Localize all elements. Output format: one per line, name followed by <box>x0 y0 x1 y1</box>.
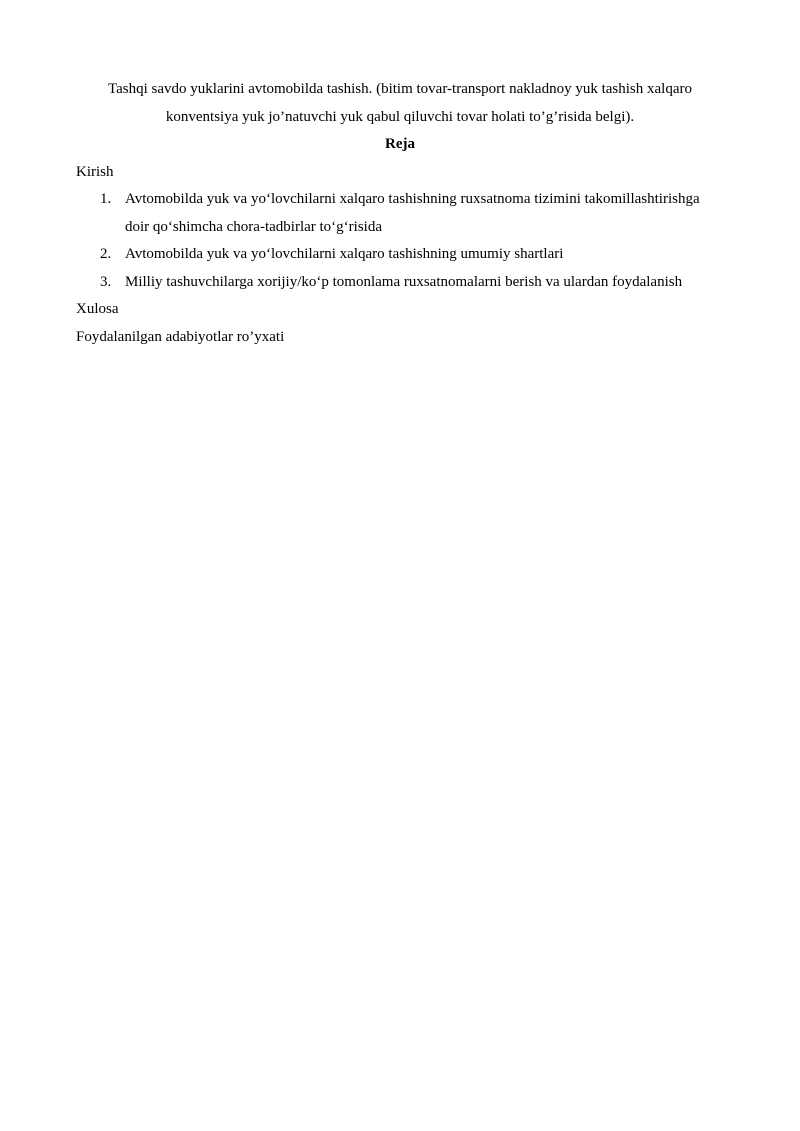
plan-list <box>76 186 724 296</box>
plan-item-number: 3. <box>100 273 112 290</box>
document-title-line-2: konventsiya yuk jo’natuvchi yuk qabul qiluvchi tovar holati to’g’risida belgi). <box>165 108 635 125</box>
plan-list-item <box>76 186 724 241</box>
plan-item-text: Milliy tashuvchilarga xorijiy/ko‘p tomonlama ruxsatnomalarni berish va ulardan foydalanish <box>125 273 683 290</box>
plan-item-number: 1. <box>100 191 112 207</box>
conclusion-item: Xulosa <box>76 301 119 317</box>
intro-item: Kirish <box>76 163 114 180</box>
document-title-line-1: Tashqi savdo yuklarini avtomobilda tashish. (bitim tovar-transport nakladnoy yuk tashish xalqaro <box>108 81 692 97</box>
plan-list-item <box>76 241 724 269</box>
document-body <box>76 76 724 351</box>
plan-item-number: 2. <box>100 246 112 262</box>
plan-heading: Reja <box>385 136 415 152</box>
plan-list-item <box>76 269 724 297</box>
plan-item-text: Avtomobilda yuk va yo‘lovchilarni xalqaro tashishning ruxsatnoma tizimini takomillashtirishga doir qo‘shimcha chora-tadbirlar to‘g‘risida <box>125 191 700 235</box>
plan-item-text: Avtomobilda yuk va yo‘lovchilarni xalqaro tashishning umumiy shartlari <box>125 246 564 262</box>
references-item: Foydalanilgan adabiyotlar ro’yxati <box>76 328 285 345</box>
